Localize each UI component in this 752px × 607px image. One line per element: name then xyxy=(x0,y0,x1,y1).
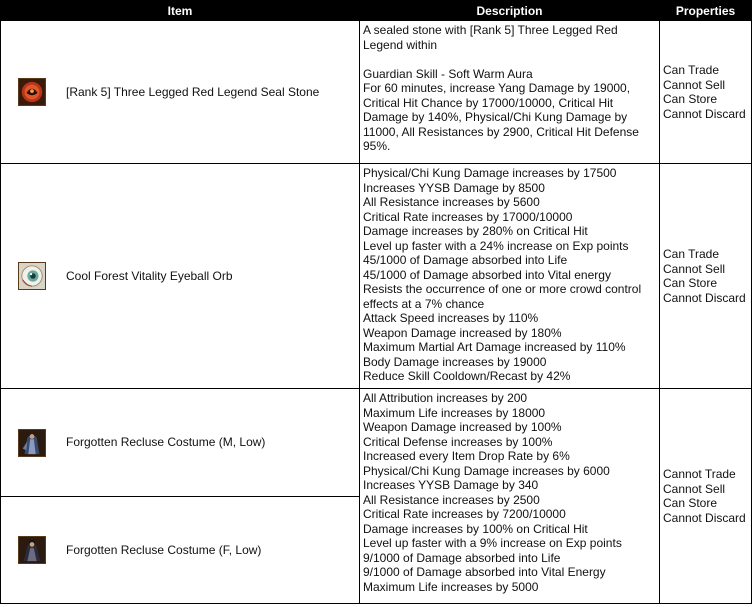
desc-line: Damage increases by 100% on Critical Hit xyxy=(363,521,588,536)
table-row xyxy=(1,389,752,497)
desc-line: Attack Speed increases by 110% xyxy=(363,311,539,325)
property-sell: Cannot Sell xyxy=(663,481,726,496)
item-cell xyxy=(1,164,360,389)
costume-male-icon xyxy=(18,429,46,457)
desc-line: Level up faster with a 24% increase on Exp points xyxy=(363,238,629,253)
desc-line: Damage increases by 280% on Critical Hit xyxy=(363,224,588,238)
desc-line: 45/1000 of Damage absorbed into Vital energy xyxy=(363,267,611,282)
desc-line: All Resistance increases by 5600 xyxy=(363,195,540,209)
item-cell xyxy=(1,497,360,604)
property-discard: Cannot Discard xyxy=(663,510,746,525)
desc-line: Level up faster with a 9% increase on Exp points xyxy=(363,536,622,550)
desc-line: Reduce Skill Cooldown/Recast by 42% xyxy=(363,369,571,383)
table-row xyxy=(1,164,752,389)
desc-line: A sealed stone with [Rank 5] Three Legged Red xyxy=(363,23,618,37)
red-seal-stone-icon xyxy=(18,78,46,106)
desc-line: Weapon Damage increased by 100% xyxy=(363,420,562,434)
desc-line: effects at a 7% chance xyxy=(363,296,485,311)
item-name: Forgotten Recluse Costume (M, Low) xyxy=(66,435,266,449)
item-name: Cool Forest Vitality Eyeball Orb xyxy=(66,268,233,283)
desc-line: Increases YYSB Damage by 8500 xyxy=(363,180,545,195)
property-sell: Cannot Sell xyxy=(663,261,726,276)
desc-line: 95%. xyxy=(363,139,391,153)
desc-line: All Resistance increases by 2500 xyxy=(363,492,540,507)
desc-line: All Attribution increases by 200 xyxy=(363,391,528,405)
eyeball-orb-icon xyxy=(18,262,46,290)
desc-line: Maximum Life increases by 18000 xyxy=(363,405,546,420)
description-cell xyxy=(360,389,660,604)
property-sell: Cannot Sell xyxy=(663,77,726,92)
description-cell xyxy=(360,21,660,164)
desc-line: Increases YYSB Damage by 340 xyxy=(363,478,539,492)
desc-line: 11000, All Resistances by 2900, Critical Hit Defense xyxy=(363,124,639,139)
table-row xyxy=(1,21,752,164)
desc-line: Weapon Damage increased by 180% xyxy=(363,325,562,340)
desc-line: Physical/Chi Kung Damage increases by 6000 xyxy=(363,463,610,478)
properties-cell xyxy=(660,164,752,389)
property-discard: Cannot Discard xyxy=(663,106,746,121)
property-store: Can Store xyxy=(663,496,718,510)
item-cell xyxy=(1,389,360,497)
properties-cell xyxy=(660,21,752,164)
desc-line: Maximum Life increases by 5000 xyxy=(363,579,539,594)
desc-line: Physical/Chi Kung Damage increases by 17500 xyxy=(363,166,617,180)
header-row xyxy=(1,1,752,21)
description-cell xyxy=(360,164,660,389)
desc-line: Resists the occurrence of one or more crowd control xyxy=(363,282,642,296)
properties-cell xyxy=(660,389,752,604)
desc-line: For 60 minutes, increase Yang Damage by 19000, xyxy=(363,81,631,95)
property-trade: Can Trade xyxy=(663,63,720,77)
costume-female-icon xyxy=(18,536,46,564)
desc-line: 45/1000 of Damage absorbed into Life xyxy=(363,253,568,267)
property-trade: Cannot Trade xyxy=(663,467,736,481)
item-name: Forgotten Recluse Costume (F, Low) xyxy=(66,542,262,557)
header-description: Description xyxy=(360,1,660,21)
desc-line: Legend within xyxy=(363,37,438,52)
desc-line: Damage by 140%, Physical/Chi Kung Damage by xyxy=(363,110,628,124)
item-cell xyxy=(1,21,360,164)
desc-line: Guardian Skill - Soft Warm Aura xyxy=(363,66,533,81)
desc-line: Critical Rate increases by 7200/10000 xyxy=(363,507,566,521)
desc-line: Body Damage increases by 19000 xyxy=(363,354,547,369)
desc-line: Increased every Item Drop Rate by 6% xyxy=(363,449,570,463)
desc-line: Maximum Martial Art Damage increased by 110% xyxy=(363,340,626,354)
desc-line: 9/1000 of Damage absorbed into Vital Energy xyxy=(363,565,606,579)
header-properties: Properties xyxy=(660,1,752,21)
item-name: [Rank 5] Three Legged Red Legend Seal Stone xyxy=(66,84,320,99)
property-store: Can Store xyxy=(663,92,718,106)
desc-line: Critical Rate increases by 17000/10000 xyxy=(363,209,573,224)
desc-blank-line xyxy=(363,52,656,67)
property-discard: Cannot Discard xyxy=(663,290,746,305)
desc-line: Critical Hit Chance by 17000/10000, Critical Hit xyxy=(363,95,614,110)
header-item: Item xyxy=(1,1,360,21)
property-trade: Can Trade xyxy=(663,247,720,261)
desc-line: Critical Defense increases by 100% xyxy=(363,434,553,449)
desc-line: 9/1000 of Damage absorbed into Life xyxy=(363,550,561,565)
property-store: Can Store xyxy=(663,276,718,290)
